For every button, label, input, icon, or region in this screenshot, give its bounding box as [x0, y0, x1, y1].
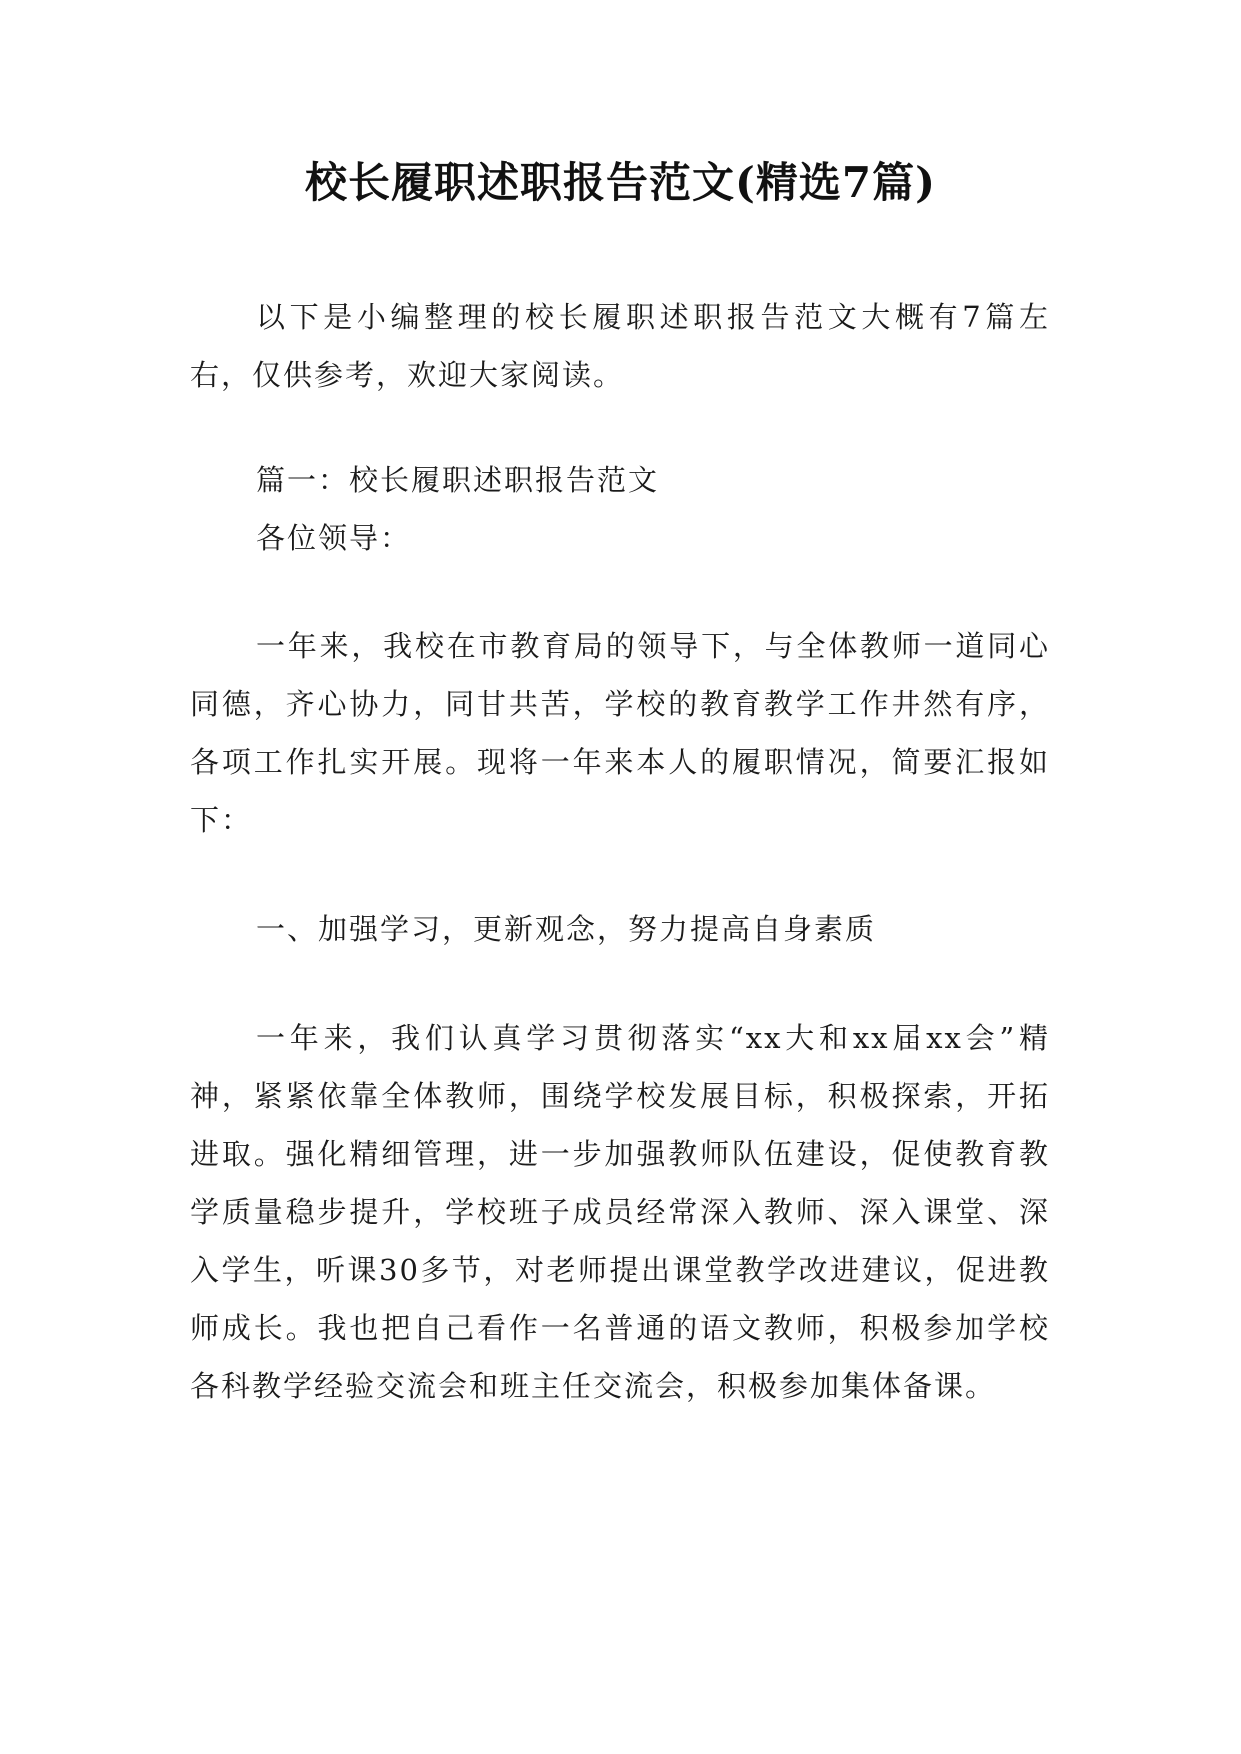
document-body [190, 288, 1050, 1415]
section-title: 篇一：校长履职述职报告范文 [256, 463, 660, 497]
intro-paragraph: 以下是小编整理的校长履职述职报告范文大概有7篇左右，仅供参考，欢迎大家阅读。 [190, 300, 1050, 392]
body-paragraph-2: 一年来，我们认真学习贯彻落实“xx大和xx届xx会”精神，紧紧依靠全体教师，围绕学校发展目标，积极探索，开拓进取。强化精细管理，进一步加强教师队伍建设，促使教育教学质量稳步提升，学校班子成员经常深入教师、深入课堂、深入学生，听课30多节，对老师提出课堂教学改进建议，促进教师成长。我也把自己看作一名普通的语文教师，积极参加学校各科教学经验交流会和班主任交流会，积极参加集体备课。 [190, 1021, 1050, 1403]
document-title: 校长履职述职报告范文(精选7篇) [305, 158, 936, 207]
section-heading-1: 一、加强学习，更新观念，努力提高自身素质 [256, 912, 877, 946]
salutation: 各位领导： [256, 521, 412, 555]
body-paragraph-1: 一年来，我校在市教育局的领导下，与全体教师一道同心同德，齐心协力，同甘共苦，学校的教育教学工作井然有序，各项工作扎实开展。现将一年来本人的履职情况，简要汇报如下： [190, 629, 1050, 837]
